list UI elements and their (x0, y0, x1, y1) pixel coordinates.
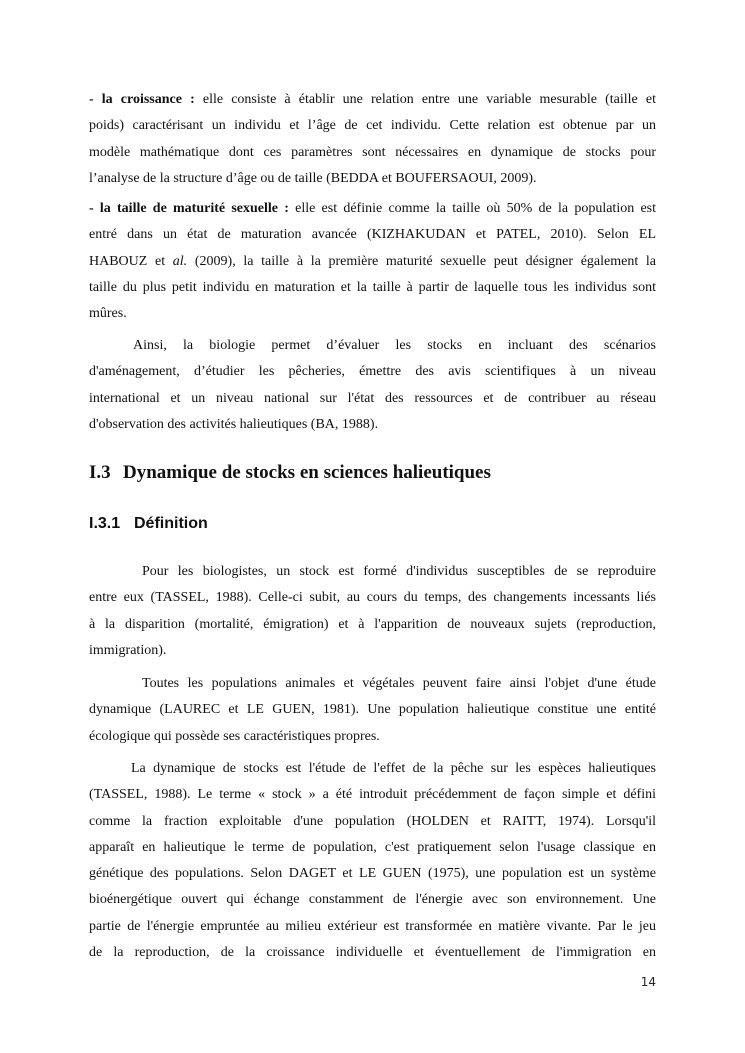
paragraph-maturite (89, 196, 656, 327)
text-line: dynamique (LAUREC et LE GUEN, 1981). Une population halieutique constitue une entité (89, 702, 656, 718)
paragraph-biologistes (89, 559, 656, 664)
section-title: Dynamique de stocks en sciences halieutiques (123, 462, 491, 483)
text-line: immigration). (89, 642, 167, 658)
text-line: de la reproduction, de la croissance individuelle et éventuellement de l'immigration en (89, 945, 656, 961)
text-fragment: elle consiste à établir une relation entre une variable mesurable (taille et (194, 92, 656, 107)
text-line (89, 196, 656, 222)
text-line: entre eux (TASSEL, 1988). Celle-ci subit, au cours du temps, des changements incessants liés (89, 590, 656, 606)
text-line: entré dans un état de maturation avancée (KIZHAKUDAN et PATEL, 2010). Selon EL (89, 227, 656, 243)
text-line: poids) caractérisant un individu et l’âge de cet individu. Cette relation est obtenue par un (89, 118, 656, 134)
text-line: international et un niveau national sur l'état des ressources et de contribuer au réseau (89, 390, 656, 406)
text-line: mûres. (89, 306, 127, 322)
text-line: écologique qui possède ses caractéristiques propres. (89, 728, 380, 744)
text-line: génétique des populations. Selon DAGET et LE GUEN (1975), une population est un système (89, 866, 656, 882)
text-line: d'observation des activités halieutiques (BA, 1988). (89, 416, 379, 432)
paragraph-croissance (89, 87, 656, 192)
text-line: à la disparition (mortalité, émigration) et à l'apparition de nouveaux sujets (reproduction, (89, 616, 656, 632)
text-line: modèle mathématique dont ces paramètres sont nécessaires en dynamique de stocks pour (89, 144, 656, 160)
text-line: apparaît en halieutique le terme de population, c'est pratiquement selon l'usage classique en (89, 839, 656, 855)
subsection-number: I.3.1 (89, 515, 121, 532)
text-line: La dynamique de stocks est l'étude de l'effet de la pêche sur les espèces halieutiques (131, 761, 656, 776)
subsection-heading (89, 515, 656, 533)
paragraph-populations (89, 671, 656, 750)
text-line: l’analyse de la structure d’âge ou de taille (BEDDA et BOUFERSAOUI, 2009). (89, 170, 537, 186)
text-fragment: (2009), la taille à la première maturité sexuelle peut désigner également la (187, 253, 656, 269)
text-line: Toutes les populations animales et végétales peuvent faire ainsi l'objet d'une étude (142, 676, 656, 691)
text-line (89, 87, 656, 113)
text-fragment: elle est définie comme la taille où 50% de la population est (288, 201, 656, 216)
term-croissance: - la croissance : (89, 92, 195, 107)
paragraph-ainsi (89, 333, 656, 438)
text-fragment: HABOUZ et (89, 253, 173, 269)
text-line: Ainsi, la biologie permet d’évaluer les stocks en incluant des scénarios (133, 338, 656, 353)
text-line: taille du plus petit individu en maturation et la taille à partir de laquelle tous les individus sont (89, 279, 656, 295)
term-maturite: - la taille de maturité sexuelle : (89, 201, 289, 216)
text-line: d'aménagement, d’étudier les pêcheries, émettre des avis scientifiques à un niveau (89, 364, 656, 380)
text-line: (TASSEL, 1988). Le terme « stock » a été introduit précédemment de façon simple et défini (89, 787, 656, 803)
text-line: partie de l'énergie empruntée au milieu extérieur est transformée en matière vivante. Par le jeu (89, 918, 656, 934)
text-line (89, 249, 656, 275)
text-line: Pour les biologistes, un stock est formé d'individus susceptibles de se reproduire (142, 564, 656, 579)
italic-al: al. (172, 253, 188, 269)
subsection-title: Définition (134, 515, 208, 532)
section-heading (89, 462, 656, 484)
text-line: bioénergétique ouvert qui échange constamment de l'énergie avec son environnement. Une (89, 892, 656, 908)
page-number: 14 (640, 975, 656, 989)
section-number: I.3 (89, 462, 111, 483)
text-line: comme la fraction exploitable d'une population (HOLDEN et RAITT, 1974). Lorsqu'il (89, 813, 656, 829)
paragraph-dynamique (89, 756, 656, 966)
